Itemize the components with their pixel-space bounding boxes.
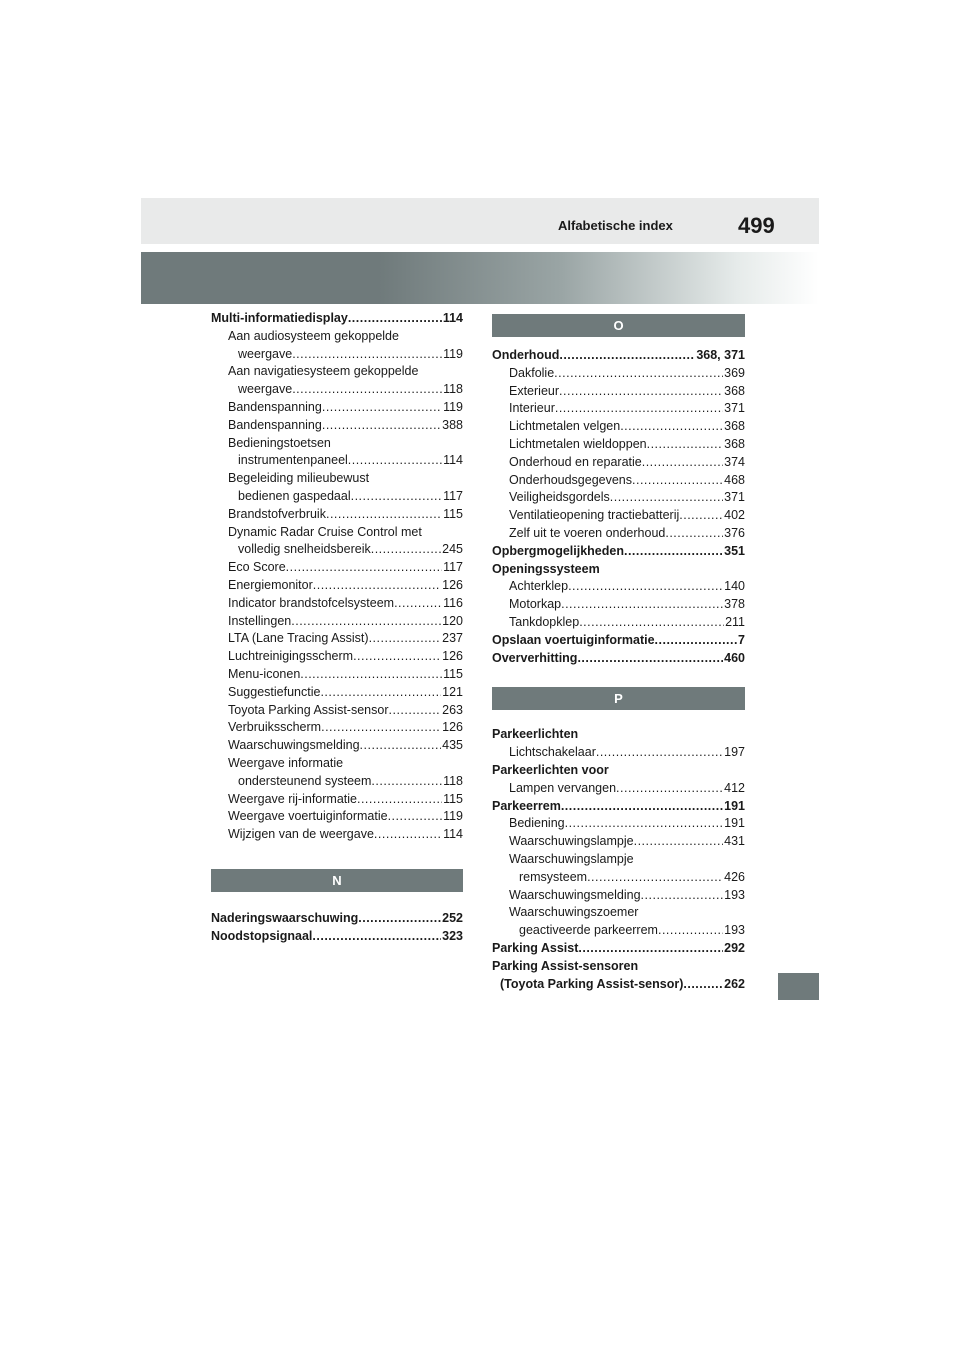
entry-list-p (492, 726, 745, 993)
entry-heading: Opslaan voertuiginformatie (492, 632, 655, 647)
page-reference: 114 (443, 827, 463, 842)
index-entry (211, 910, 463, 928)
page-reference: 114 (442, 311, 463, 325)
dot-leader (596, 744, 723, 762)
index-entry (211, 928, 463, 946)
index-entry (211, 435, 463, 453)
index-entry (211, 826, 463, 844)
dot-leader (322, 399, 442, 417)
page-title: Alfabetische index (558, 218, 673, 233)
dot-leader (647, 436, 724, 454)
entry-label: Brandstofverbruik (228, 506, 326, 521)
entry-label: Waarschuwingsmelding (228, 738, 360, 753)
entry-label: Ventilatieopening tractiebatterij (509, 508, 680, 523)
entry-label: Zelf uit te voeren onderhoud (509, 525, 666, 540)
entry-label: Dakfolie (509, 365, 555, 380)
dot-leader (579, 614, 724, 632)
entry-label: volledig snelheidsbereik (238, 542, 371, 557)
index-entry (211, 773, 463, 791)
entry-label: Energiemonitor (228, 577, 313, 592)
entry-label: Aan navigatiesysteem gekoppelde (228, 364, 419, 379)
entry-label: Dynamic Radar Cruise Control met (228, 524, 422, 539)
dot-leader (353, 648, 441, 666)
dot-leader (665, 525, 723, 543)
entry-label: Indicator brandstofcelsysteem (228, 595, 395, 610)
index-entry (211, 310, 463, 328)
index-entry (492, 472, 745, 490)
page-reference: 140 (724, 579, 745, 594)
dot-leader (374, 826, 442, 844)
dot-leader (679, 507, 723, 525)
index-entry (211, 684, 463, 702)
entry-label: ondersteunend systeem (238, 773, 372, 788)
entry-label: Bandenspanning (228, 417, 322, 432)
page-reference: 193 (724, 923, 745, 938)
entry-heading: (Toyota Parking Assist-sensor) (500, 976, 684, 991)
dot-leader (357, 791, 442, 809)
index-entry (211, 666, 463, 684)
dot-leader (292, 381, 442, 399)
page-reference: 435 (442, 738, 463, 753)
index-entry (492, 869, 745, 887)
entry-label: Bandenspanning (228, 399, 322, 414)
page-reference: 292 (724, 940, 745, 955)
index-entry (492, 436, 745, 454)
section-letter-n: N (211, 869, 463, 892)
page-reference: 115 (443, 506, 463, 521)
index-entry (211, 399, 463, 417)
page-reference: 369 (724, 365, 745, 380)
index-column-right (492, 314, 745, 993)
dot-leader (559, 383, 723, 401)
index-entry (492, 543, 745, 561)
entry-label: Bediening (509, 816, 565, 831)
entry-label: Eco Score (228, 560, 286, 575)
index-entry (211, 541, 463, 559)
dot-leader (291, 613, 441, 631)
page-reference: 252 (442, 910, 463, 925)
index-entry (492, 578, 745, 596)
entry-label: Lichtmetalen velgen (509, 419, 621, 434)
entry-list-n (211, 910, 463, 946)
page-reference: 323 (442, 928, 463, 943)
entry-label: Instellingen (228, 613, 292, 628)
page-reference: 371 (724, 401, 745, 416)
page-reference: 388 (442, 417, 463, 432)
dot-leader (388, 808, 442, 826)
dot-leader (555, 400, 723, 418)
dot-leader (326, 506, 442, 524)
page-reference: 126 (442, 649, 463, 664)
entry-heading: Naderingswaarschuwing (211, 910, 359, 925)
page-reference: 368 (724, 436, 745, 451)
entry-heading: Parkeerlichten voor (492, 762, 609, 777)
dot-leader (348, 310, 442, 328)
page-reference: 368, 371 (696, 348, 745, 362)
page-reference: 197 (724, 745, 745, 760)
index-entry (492, 365, 745, 383)
dot-leader (320, 684, 441, 702)
index-entry (211, 702, 463, 720)
page-reference: 468 (724, 472, 745, 487)
dot-leader (632, 472, 723, 490)
index-entry (211, 577, 463, 595)
entry-label: Motorkap (509, 597, 562, 612)
entry-label: Waarschuwingsmelding (509, 887, 641, 902)
index-entry (492, 798, 745, 816)
dot-leader (559, 347, 695, 365)
page-reference: 115 (443, 666, 463, 681)
entry-label: Luchtreinigingsscherm (228, 649, 354, 664)
index-entry (492, 976, 745, 994)
dot-leader (578, 940, 723, 958)
dot-leader (561, 596, 723, 614)
section-letter-o: O (492, 314, 745, 337)
dot-leader (300, 666, 442, 684)
page-reference: 262 (724, 976, 745, 991)
index-entry (492, 958, 745, 976)
page-reference: 115 (443, 791, 463, 806)
page-reference: 126 (442, 577, 463, 592)
index-entry (492, 561, 745, 579)
entry-label: Weergave rij-informatie (228, 791, 357, 806)
page-reference: 117 (443, 560, 463, 575)
dot-leader (351, 488, 442, 506)
page-reference: 368 (724, 419, 745, 434)
page-reference: 351 (724, 543, 745, 558)
dot-leader (312, 928, 441, 946)
entry-heading: Parking Assist (492, 940, 579, 955)
dot-leader (389, 702, 442, 720)
entry-label: Interieur (509, 401, 555, 416)
dot-leader (568, 578, 723, 596)
index-entry (211, 452, 463, 470)
dot-leader (394, 595, 442, 613)
entry-label: weergave (238, 382, 293, 397)
entry-label: bedienen gaspedaal (238, 488, 351, 503)
entry-label: LTA (Lane Tracing Assist) (228, 631, 369, 646)
entry-heading: Parkeerrem (492, 798, 561, 813)
page-reference: 121 (442, 684, 463, 699)
index-entry (492, 614, 745, 632)
index-entry (492, 904, 745, 922)
page-reference: 245 (442, 542, 463, 557)
entry-label: Aan audiosysteem gekoppelde (228, 328, 399, 343)
index-entry (492, 940, 745, 958)
index-entry (492, 454, 745, 472)
index-entry (492, 815, 745, 833)
index-entry (492, 632, 745, 650)
page-reference: 191 (724, 816, 745, 831)
entry-label: Toyota Parking Assist-sensor (228, 702, 389, 717)
index-entry (211, 559, 463, 577)
dot-leader (610, 489, 723, 507)
index-entry (492, 762, 745, 780)
page-number: 499 (738, 213, 775, 238)
index-entry (211, 328, 463, 346)
index-entry (211, 808, 463, 826)
dot-leader (577, 650, 723, 668)
page-reference: 119 (443, 809, 463, 824)
index-entry (492, 400, 745, 418)
index-entry (492, 650, 745, 668)
dot-leader (313, 577, 441, 595)
page-reference: 117 (443, 488, 463, 503)
dot-leader (620, 418, 723, 436)
page-reference: 114 (443, 453, 463, 468)
index-entry (211, 613, 463, 631)
entry-label: Begeleiding milieubewust (228, 471, 370, 486)
index-entry (211, 488, 463, 506)
dot-leader (292, 346, 442, 364)
page-reference: 371 (724, 490, 745, 505)
page-reference: 126 (442, 720, 463, 735)
page-reference: 116 (443, 595, 463, 610)
index-entry (211, 595, 463, 613)
thumb-index-tab (778, 973, 819, 1000)
entry-heading: Parkeerlichten (492, 727, 579, 742)
index-entry (211, 719, 463, 737)
index-entry (492, 887, 745, 905)
index-entry (492, 525, 745, 543)
dot-leader (565, 815, 724, 833)
index-entry (492, 489, 745, 507)
page-reference: 368 (724, 383, 745, 398)
dot-leader (624, 543, 723, 561)
dot-leader (561, 798, 723, 816)
entry-label: Veiligheidsgordels (509, 490, 610, 505)
entry-label: Menu-iconen (228, 666, 301, 681)
index-entry (211, 381, 463, 399)
dot-leader (642, 454, 723, 472)
page-reference: 193 (724, 887, 745, 902)
entry-heading: Multi-informatiedisplay (211, 311, 348, 325)
entry-label: Weergave informatie (228, 755, 344, 770)
dot-leader (641, 887, 724, 905)
page-reference: 211 (725, 614, 745, 629)
entry-label: Verbruiksscherm (228, 720, 322, 735)
index-entry (492, 851, 745, 869)
page-reference: 378 (724, 597, 745, 612)
entry-label: Onderhoudsgegevens (509, 472, 633, 487)
dot-leader (322, 417, 441, 435)
dot-leader (554, 365, 723, 383)
entry-label: remsysteem (519, 869, 588, 884)
page-reference: 119 (443, 399, 463, 414)
dot-leader (683, 976, 723, 994)
index-entry (211, 363, 463, 381)
entry-label: instrumentenpaneel (238, 453, 348, 468)
index-entry (211, 470, 463, 488)
dot-leader (634, 833, 724, 851)
page-reference: 460 (724, 650, 745, 665)
entry-label: Waarschuwingslampje (509, 851, 634, 866)
index-entry (492, 347, 745, 365)
index-entry (492, 726, 745, 744)
entry-heading: Opbergmogelijkheden (492, 543, 624, 558)
dot-leader (658, 922, 723, 940)
entry-heading: Openingssysteem (492, 561, 600, 576)
section-letter-p: P (492, 687, 745, 710)
entry-label: Achterklep (509, 579, 569, 594)
index-entry (211, 346, 463, 364)
entry-heading: Noodstopsignaal (211, 928, 313, 943)
entry-heading: Oververhitting (492, 650, 578, 665)
dot-leader (358, 910, 441, 928)
page-reference: 263 (442, 702, 463, 717)
page-reference: 237 (442, 631, 463, 646)
dot-leader (321, 719, 441, 737)
page-reference: 191 (724, 798, 745, 813)
page-reference: 374 (724, 454, 745, 469)
page-reference: 118 (443, 773, 463, 788)
section-banner (141, 252, 819, 304)
page-reference: 431 (724, 834, 745, 849)
dot-leader (587, 869, 723, 887)
index-entry (492, 383, 745, 401)
header-band (141, 198, 819, 244)
dot-leader (286, 559, 442, 577)
entry-label: Lampen vervangen (509, 780, 617, 795)
entry-label: Waarschuwingslampje (509, 834, 634, 849)
entry-label: Suggestiefunctie (228, 684, 321, 699)
index-entry (211, 524, 463, 542)
dot-leader (369, 630, 442, 648)
entry-label: Tankdopklep (509, 614, 580, 629)
dot-leader (360, 737, 442, 755)
entry-label: Onderhoud en reparatie (509, 454, 642, 469)
index-entry (211, 506, 463, 524)
page-reference: 7 (738, 632, 745, 647)
index-entry (211, 755, 463, 773)
dot-leader (616, 780, 723, 798)
page-reference: 119 (443, 346, 463, 361)
index-column-left (211, 310, 463, 946)
index-entry (492, 780, 745, 798)
index-entry (492, 507, 745, 525)
entry-label: Bedieningstoetsen (228, 435, 331, 450)
entry-label: Wijzigen van de weergave (228, 827, 374, 842)
dot-leader (371, 773, 442, 791)
entry-list-o (492, 347, 745, 667)
index-entry (492, 596, 745, 614)
page-reference: 376 (724, 525, 745, 540)
entry-label: Waarschuwingszoemer (509, 905, 639, 920)
dot-leader (371, 541, 441, 559)
entry-list-m (211, 310, 463, 844)
index-entry (492, 418, 745, 436)
entry-heading: Onderhoud (492, 348, 560, 362)
page-reference: 412 (724, 780, 745, 795)
entry-label: Lichtmetalen wieldoppen (509, 436, 647, 451)
index-entry (211, 630, 463, 648)
entry-label: Lichtschakelaar (509, 745, 596, 760)
index-entry (492, 744, 745, 762)
entry-label: weergave (238, 346, 293, 361)
page-reference: 402 (724, 508, 745, 523)
index-entry (211, 417, 463, 435)
page-reference: 118 (443, 382, 463, 397)
dot-leader (655, 632, 738, 650)
entry-label: Exterieur (509, 383, 560, 398)
page-reference: 120 (442, 613, 463, 628)
index-entry (211, 791, 463, 809)
entry-label: Weergave voertuiginformatie (228, 809, 388, 824)
dot-leader (348, 452, 442, 470)
entry-heading: Parking Assist-sensoren (492, 958, 639, 973)
page-reference: 426 (724, 869, 745, 884)
index-entry (211, 648, 463, 666)
index-entry (211, 737, 463, 755)
index-entry (492, 922, 745, 940)
index-entry (492, 833, 745, 851)
entry-label: geactiveerde parkeerrem (519, 923, 658, 938)
